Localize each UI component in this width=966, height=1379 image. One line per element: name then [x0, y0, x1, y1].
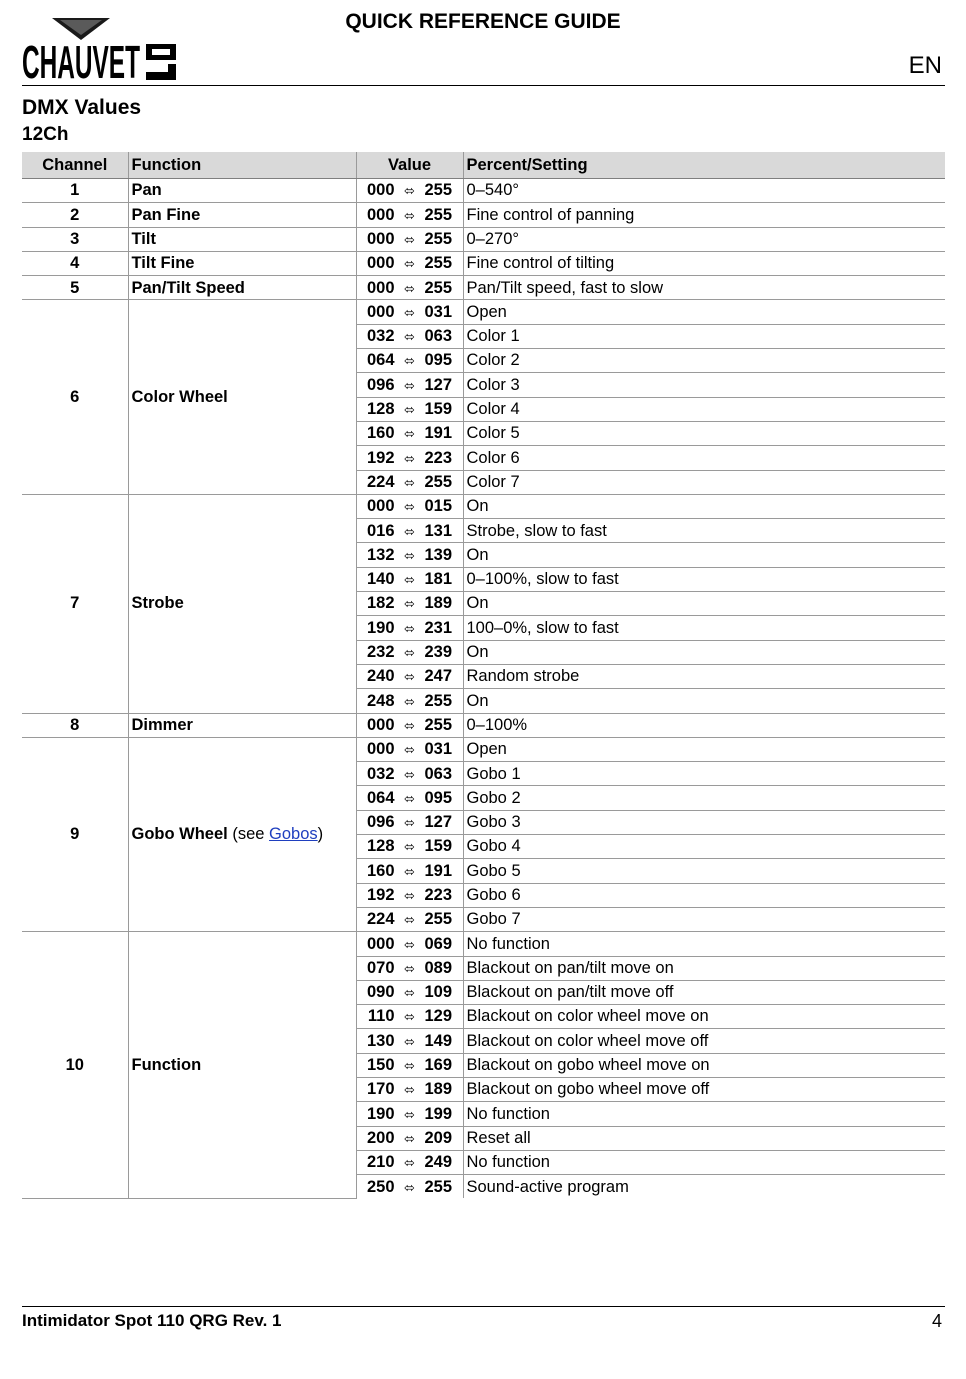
dmx-value-range [356, 1005, 463, 1029]
value-to: 095 [424, 788, 453, 807]
percent-setting: Blackout on color wheel move on [463, 1005, 945, 1029]
table-row [22, 300, 945, 324]
range-arrow-icon: ⬄ [404, 426, 415, 442]
value-to: 255 [424, 472, 453, 491]
value-to: 189 [424, 594, 453, 613]
dmx-value-range [356, 397, 463, 421]
value-from: 250 [366, 1177, 395, 1196]
value-from: 128 [366, 837, 395, 856]
column-header-setting: Percent/Setting [463, 152, 945, 179]
percent-setting: On [463, 592, 945, 616]
percent-setting: 0–100%, slow to fast [463, 567, 945, 591]
dmx-value-range [356, 227, 463, 251]
value-to: 063 [424, 327, 453, 346]
value-to: 255 [424, 181, 453, 200]
header-divider [22, 85, 945, 86]
range-arrow-icon: ⬄ [404, 256, 415, 272]
dmx-value-range [356, 835, 463, 859]
range-arrow-icon: ⬄ [404, 936, 415, 952]
range-arrow-icon: ⬄ [404, 766, 415, 782]
range-arrow-icon: ⬄ [404, 523, 415, 539]
value-to: 139 [424, 545, 453, 564]
document-title: QUICK REFERENCE GUIDE [345, 10, 621, 33]
value-to: 223 [424, 448, 453, 467]
percent-setting: On [463, 494, 945, 518]
range-arrow-icon: ⬄ [404, 499, 415, 515]
dmx-value-range [356, 713, 463, 737]
dmx-value-range [356, 446, 463, 470]
dmx-value-range [356, 762, 463, 786]
value-from: 096 [366, 375, 395, 394]
dmx-value-range [356, 1175, 463, 1199]
dmx-value-range [356, 664, 463, 688]
range-arrow-icon: ⬄ [404, 231, 415, 247]
value-to: 109 [424, 983, 453, 1002]
dmx-value-range [356, 737, 463, 761]
table-row [22, 251, 945, 275]
value-from: 000 [366, 740, 395, 759]
value-to: 159 [424, 837, 453, 856]
value-from: 240 [366, 667, 395, 686]
percent-setting: Open [463, 737, 945, 761]
function-note-close: ) [317, 825, 324, 844]
value-from: 132 [366, 545, 395, 564]
value-to: 015 [424, 497, 453, 516]
range-arrow-icon: ⬄ [404, 888, 415, 903]
dmx-value-range [356, 519, 463, 543]
table-row [22, 932, 945, 956]
value-from: 160 [366, 861, 395, 880]
channel-number: 1 [22, 179, 128, 203]
column-header-channel: Channel [22, 152, 128, 179]
range-arrow-icon: ⬄ [404, 304, 415, 320]
percent-setting: Blackout on color wheel move off [463, 1029, 945, 1053]
value-from: 000 [366, 715, 395, 734]
value-to: 231 [424, 618, 453, 637]
page-number: 4 [931, 1311, 942, 1331]
percent-setting: Gobo 5 [463, 859, 945, 883]
value-from: 064 [366, 788, 395, 807]
value-to: 199 [424, 1104, 453, 1123]
percent-setting: On [463, 543, 945, 567]
percent-setting: Random strobe [463, 664, 945, 688]
dmx-value-range [356, 592, 463, 616]
percent-setting: Gobo 2 [463, 786, 945, 810]
range-arrow-icon: ⬄ [404, 863, 415, 879]
channel-function [128, 737, 356, 931]
value-to: 095 [424, 351, 453, 370]
range-arrow-icon: ⬄ [404, 1179, 415, 1195]
value-from: 170 [366, 1080, 395, 1099]
dmx-value-range [356, 203, 463, 227]
dmx-value-range [356, 276, 463, 300]
percent-setting: No function [463, 1102, 945, 1126]
dmx-value-range [356, 349, 463, 373]
percent-setting: Color 2 [463, 349, 945, 373]
value-from: 000 [366, 254, 395, 273]
dmx-value-range [356, 1077, 463, 1101]
section-title: DMX Values [22, 96, 142, 119]
range-arrow-icon: ⬄ [404, 1106, 415, 1122]
table-row [22, 276, 945, 300]
percent-setting: Blackout on gobo wheel move off [463, 1077, 945, 1101]
percent-setting: Fine control of panning [463, 203, 945, 227]
percent-setting: Color 4 [463, 397, 945, 421]
table-row [22, 203, 945, 227]
range-arrow-icon: ⬄ [404, 1033, 415, 1049]
value-from: 000 [366, 934, 395, 953]
range-arrow-icon: ⬄ [404, 645, 415, 661]
value-from: 150 [366, 1056, 395, 1075]
value-from: 032 [366, 327, 395, 346]
value-from: 000 [366, 278, 395, 297]
channel-function: Tilt [128, 227, 356, 251]
dmx-value-range [356, 616, 463, 640]
percent-setting: Gobo 1 [463, 762, 945, 786]
value-to: 181 [424, 570, 453, 589]
channel-number: 6 [22, 300, 128, 494]
value-from: 130 [366, 1031, 395, 1050]
dmx-value-range [356, 980, 463, 1004]
channel-function: Pan [128, 179, 356, 203]
value-to: 255 [424, 229, 453, 248]
channel-number: 3 [22, 227, 128, 251]
percent-setting: Blackout on pan/tilt move on [463, 956, 945, 980]
range-arrow-icon: ⬄ [404, 1009, 415, 1025]
value-to: 223 [424, 886, 453, 904]
range-arrow-icon: ⬄ [404, 717, 415, 733]
gobos-link[interactable]: Gobos [269, 825, 318, 844]
percent-setting: Color 3 [463, 373, 945, 397]
dmx-value-range [356, 810, 463, 834]
range-arrow-icon: ⬄ [404, 669, 415, 685]
language-code: EN [908, 52, 942, 79]
percent-setting: Blackout on gobo wheel move on [463, 1053, 945, 1077]
range-arrow-icon: ⬄ [404, 474, 415, 490]
value-from: 190 [366, 1104, 395, 1123]
table-row [22, 494, 945, 518]
percent-setting: 0–100% [463, 713, 945, 737]
channel-function: Tilt Fine [128, 251, 356, 275]
value-from: 000 [366, 205, 395, 224]
dmx-value-range [356, 470, 463, 494]
dmx-value-range [356, 543, 463, 567]
dmx-value-range [356, 786, 463, 810]
value-from: 140 [366, 570, 395, 589]
value-from: 064 [366, 351, 395, 370]
range-arrow-icon: ⬄ [404, 1155, 415, 1171]
range-arrow-icon: ⬄ [404, 353, 415, 369]
value-to: 247 [424, 667, 453, 686]
range-arrow-icon: ⬄ [404, 620, 415, 636]
channel-function: Dimmer [128, 713, 356, 737]
dmx-value-range [356, 689, 463, 713]
percent-setting: Open [463, 300, 945, 324]
range-arrow-icon: ⬄ [404, 839, 415, 855]
channel-number: 4 [22, 251, 128, 275]
channel-number: 7 [22, 494, 128, 713]
percent-setting: Pan/Tilt speed, fast to slow [463, 276, 945, 300]
value-to: 239 [424, 643, 453, 662]
dmx-value-range [356, 324, 463, 348]
dmx-value-range [356, 1029, 463, 1053]
dmx-value-range [356, 567, 463, 591]
dmx-value-range [356, 859, 463, 883]
percent-setting: Fine control of tilting [463, 251, 945, 275]
dmx-value-range [356, 1150, 463, 1174]
range-arrow-icon: ⬄ [404, 742, 415, 758]
value-from: 224 [366, 910, 395, 929]
channel-number: 9 [22, 737, 128, 931]
percent-setting: Reset all [463, 1126, 945, 1150]
value-from: 070 [366, 958, 395, 977]
value-to: 189 [424, 1080, 453, 1099]
value-to: 149 [424, 1031, 453, 1050]
value-from: 200 [366, 1128, 395, 1147]
channel-number: 2 [22, 203, 128, 227]
dmx-value-range [356, 494, 463, 518]
channel-number: 10 [22, 932, 128, 1199]
table-row [22, 713, 945, 737]
dmx-value-range [356, 1053, 463, 1077]
percent-setting: Gobo 7 [463, 907, 945, 931]
channel-number: 8 [22, 713, 128, 737]
document-name: Intimidator Spot 110 QRG Rev. 1 [22, 1311, 282, 1330]
value-to: 127 [424, 375, 453, 394]
value-from: 090 [366, 983, 395, 1002]
value-from: 192 [366, 448, 395, 467]
footer-divider [22, 1306, 945, 1307]
value-from: 000 [366, 497, 395, 516]
channel-function: Pan Fine [128, 203, 356, 227]
table-row [22, 179, 945, 203]
value-from: 160 [366, 424, 395, 443]
range-arrow-icon: ⬄ [404, 450, 415, 466]
percent-setting: Color 1 [463, 324, 945, 348]
percent-setting: Blackout on pan/tilt move off [463, 980, 945, 1004]
value-from: 016 [366, 521, 395, 540]
dmx-value-range [356, 1102, 463, 1126]
percent-setting: Color 7 [463, 470, 945, 494]
svg-text:CHAUVET: CHAUVET [22, 37, 140, 89]
value-to: 255 [424, 691, 453, 710]
range-arrow-icon: ⬄ [404, 693, 415, 709]
channel-function: Pan/Tilt Speed [128, 276, 356, 300]
range-arrow-icon: ⬄ [404, 1082, 415, 1098]
value-from: 110 [367, 1007, 395, 1026]
column-header-function: Function [128, 152, 356, 179]
range-arrow-icon: ⬄ [404, 960, 415, 976]
value-from: 000 [366, 302, 395, 321]
dmx-value-range [356, 956, 463, 980]
percent-setting: Color 6 [463, 446, 945, 470]
dmx-value-range [356, 932, 463, 956]
dmx-value-range [356, 1126, 463, 1150]
range-arrow-icon: ⬄ [404, 815, 415, 831]
value-to: 255 [424, 715, 453, 734]
percent-setting: Gobo 4 [463, 835, 945, 859]
value-to: 209 [424, 1128, 453, 1147]
range-arrow-icon: ⬄ [404, 1130, 415, 1146]
dmx-value-range [356, 640, 463, 664]
percent-setting: Strobe, slow to fast [463, 519, 945, 543]
value-from: 190 [366, 618, 395, 637]
value-from: 000 [366, 229, 395, 248]
value-from: 032 [366, 764, 395, 783]
range-arrow-icon: ⬄ [404, 183, 415, 199]
dmx-value-range [356, 300, 463, 324]
mode-title: 12Ch [22, 124, 69, 145]
value-to: 031 [424, 740, 453, 759]
percent-setting: Color 5 [463, 421, 945, 445]
percent-setting: Gobo 3 [463, 810, 945, 834]
function-note: (see [227, 825, 270, 844]
range-arrow-icon: ⬄ [404, 207, 415, 223]
dmx-value-range [356, 179, 463, 203]
column-header-value: Value [356, 152, 463, 179]
value-from: 128 [366, 400, 395, 419]
value-from: 182 [366, 594, 395, 613]
range-arrow-icon: ⬄ [404, 377, 415, 393]
percent-setting: On [463, 689, 945, 713]
value-to: 249 [424, 1153, 453, 1172]
dmx-values-table [22, 152, 945, 1199]
channel-number: 5 [22, 276, 128, 300]
percent-setting: Sound-active program [466, 1177, 629, 1196]
function-name: Gobo Wheel [131, 825, 228, 844]
table-row [22, 227, 945, 251]
range-arrow-icon: ⬄ [404, 572, 415, 588]
range-arrow-icon: ⬄ [404, 547, 415, 563]
dmx-value-range [356, 883, 463, 907]
value-from: 224 [366, 472, 395, 491]
range-arrow-icon: ⬄ [404, 790, 415, 806]
value-from: 232 [366, 643, 395, 662]
channel-function: Strobe [128, 494, 356, 713]
dmx-value-range [356, 373, 463, 397]
percent-setting: No function [463, 1150, 945, 1174]
channel-function: Function [128, 932, 356, 1199]
value-to: 129 [424, 1007, 453, 1026]
value-to: 131 [424, 521, 453, 540]
value-to: 159 [424, 400, 453, 419]
value-from: 192 [366, 886, 395, 904]
value-to: 191 [424, 424, 453, 443]
value-from: 000 [366, 181, 395, 200]
value-to: 255 [424, 254, 453, 273]
value-to: 255 [424, 278, 453, 297]
range-arrow-icon: ⬄ [404, 1058, 415, 1074]
range-arrow-icon: ⬄ [404, 280, 415, 296]
value-to: 031 [424, 302, 453, 321]
table-row [22, 737, 945, 761]
value-to: 069 [424, 934, 453, 953]
percent-setting: 100–0%, slow to fast [463, 616, 945, 640]
percent-setting: 0–270° [463, 227, 945, 251]
range-arrow-icon: ⬄ [404, 985, 415, 1001]
value-to: 169 [424, 1056, 453, 1075]
percent-setting: No function [463, 932, 945, 956]
value-from: 248 [366, 691, 395, 710]
value-to: 191 [424, 861, 453, 880]
range-arrow-icon: ⬄ [404, 596, 415, 612]
percent-setting: On [463, 640, 945, 664]
value-to: 063 [424, 764, 453, 783]
channel-function: Color Wheel [128, 300, 356, 494]
table-header-row [22, 152, 945, 179]
percent-setting: Gobo 6 [463, 883, 945, 907]
dmx-value-range [356, 251, 463, 275]
range-arrow-icon: ⬄ [404, 329, 415, 345]
value-from: 096 [366, 813, 395, 832]
dmx-value-range [356, 421, 463, 445]
value-to: 255 [424, 1177, 453, 1196]
range-arrow-icon: ⬄ [404, 912, 415, 928]
value-to: 089 [424, 958, 453, 977]
value-from: 210 [366, 1153, 395, 1172]
dmx-value-range [356, 907, 463, 931]
percent-setting: 0–540° [463, 179, 945, 203]
value-to: 127 [424, 813, 453, 832]
value-to: 255 [424, 910, 453, 929]
range-arrow-icon: ⬄ [404, 402, 415, 418]
value-to: 255 [424, 205, 453, 224]
